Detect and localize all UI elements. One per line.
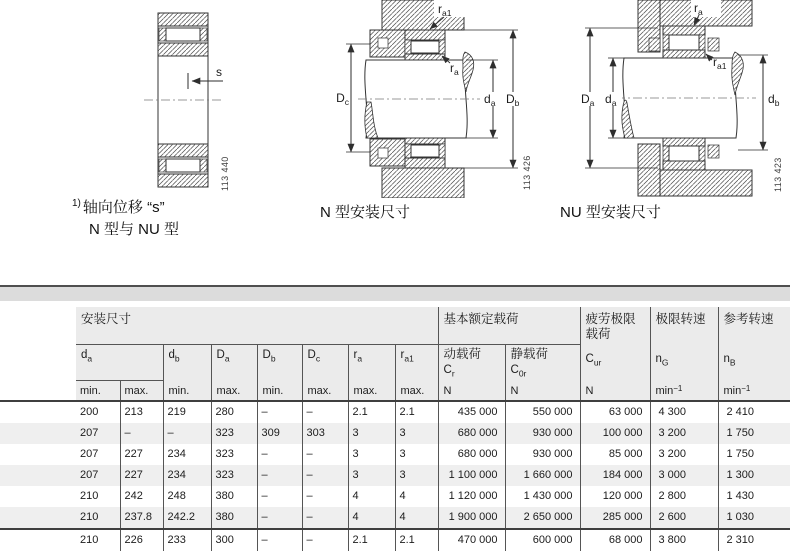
cell: – bbox=[302, 529, 348, 551]
cell: 2.1 bbox=[348, 401, 395, 423]
cell: – bbox=[120, 423, 163, 444]
cell: 1 660 000 bbox=[505, 465, 580, 486]
n-type-caption: N 型安装尺寸 bbox=[320, 204, 411, 221]
cell: 234 bbox=[163, 465, 211, 486]
cell: 68 000 bbox=[580, 529, 650, 551]
col-Db: $D_b$ min. bbox=[257, 344, 302, 401]
table-row bbox=[0, 423, 790, 444]
cell: 200 bbox=[76, 401, 120, 423]
cell: 2 650 000 bbox=[505, 507, 580, 529]
cell: 3 bbox=[395, 444, 438, 465]
header-gutter bbox=[0, 307, 76, 401]
cell: 85 000 bbox=[580, 444, 650, 465]
cell: 3 bbox=[348, 444, 395, 465]
col-da-min: min. bbox=[76, 380, 120, 401]
table-row bbox=[0, 529, 790, 551]
cell: 237.8 bbox=[120, 507, 163, 529]
cell: 930 000 bbox=[505, 444, 580, 465]
cell: 210 bbox=[76, 507, 120, 529]
col-da: $d_a$ bbox=[76, 344, 163, 380]
cell: 323 bbox=[211, 423, 257, 444]
cell: 323 bbox=[211, 444, 257, 465]
bearing-spec-table bbox=[0, 307, 790, 551]
axial-caption-line2: N 型与 NU 型 bbox=[89, 221, 180, 238]
cell: 285 000 bbox=[580, 507, 650, 529]
table-row bbox=[0, 486, 790, 507]
cell: 3 200 bbox=[650, 423, 718, 444]
dim-label-db: $d_b$ bbox=[768, 92, 780, 108]
cell: 1 900 000 bbox=[438, 507, 505, 529]
cell: 303 bbox=[302, 423, 348, 444]
cell: 380 bbox=[211, 507, 257, 529]
cell: 3 800 bbox=[650, 529, 718, 551]
cell: – bbox=[302, 401, 348, 423]
dim-label-Dc: $D_c$ bbox=[336, 91, 349, 107]
cell: 1 750 bbox=[718, 444, 790, 465]
cell: 380 bbox=[211, 486, 257, 507]
cell: 1 430 bbox=[718, 486, 790, 507]
s-dim-label: s bbox=[216, 65, 222, 79]
cell: 4 bbox=[395, 486, 438, 507]
cell: 3 bbox=[395, 465, 438, 486]
cell: 227 bbox=[120, 444, 163, 465]
cell: 2.1 bbox=[395, 401, 438, 423]
group-limiting-speed: 极限转速 $n_G$ $\min^{-1}$ bbox=[650, 307, 718, 401]
row-gutter bbox=[0, 486, 76, 507]
cell: 1 030 bbox=[718, 507, 790, 529]
cell: 2.1 bbox=[348, 529, 395, 551]
cell: 3 bbox=[348, 465, 395, 486]
cell: 2 410 bbox=[718, 401, 790, 423]
col-Da: $D_a$ max. bbox=[211, 344, 257, 401]
cell: – bbox=[257, 529, 302, 551]
dim-label-ra: $r_a$ bbox=[694, 1, 703, 17]
fig-number-113440: 113 440 bbox=[220, 156, 230, 191]
cell: 219 bbox=[163, 401, 211, 423]
cell: 227 bbox=[120, 465, 163, 486]
cell: 207 bbox=[76, 465, 120, 486]
cell: – bbox=[257, 465, 302, 486]
cell: – bbox=[163, 423, 211, 444]
table-body bbox=[0, 401, 790, 551]
cell: 280 bbox=[211, 401, 257, 423]
group-mounting-dimensions: 安装尺寸 bbox=[76, 307, 438, 344]
cell: 210 bbox=[80, 490, 99, 502]
dim-label-Da: $D_a$ bbox=[581, 92, 595, 108]
cell: 2 800 bbox=[650, 486, 718, 507]
n-type-mounting-drawing bbox=[320, 0, 548, 198]
cell: 234 bbox=[163, 444, 211, 465]
group-fatigue-limit-load: 疲劳极限 载荷 $C_{ur}$ N bbox=[580, 307, 650, 401]
dim-label-ra1: $r_{a1}$ bbox=[438, 2, 452, 18]
cell: 242.2 bbox=[163, 507, 211, 529]
cell: 3 200 bbox=[650, 444, 718, 465]
col-static-load-C0r: 静载荷 $C_{0r}$ N bbox=[505, 344, 580, 401]
cell: 1 750 bbox=[718, 423, 790, 444]
footnote-marker: 1) bbox=[72, 198, 81, 209]
dim-label-da: $d_a$ bbox=[484, 92, 496, 108]
axial-displacement-drawing bbox=[60, 5, 310, 195]
table-row bbox=[0, 465, 790, 486]
cell: 323 bbox=[211, 465, 257, 486]
cell: – bbox=[257, 401, 302, 423]
cell: 242 bbox=[120, 486, 163, 507]
cell: 184 000 bbox=[580, 465, 650, 486]
cell: 550 000 bbox=[505, 401, 580, 423]
cell: 1 300 bbox=[718, 465, 790, 486]
nu-type-mounting-drawing bbox=[558, 0, 790, 200]
cell: 63 000 bbox=[580, 401, 650, 423]
cell: 470 000 bbox=[438, 529, 505, 551]
cell: 3 bbox=[348, 423, 395, 444]
cell: 930 000 bbox=[505, 423, 580, 444]
cell: 2 310 bbox=[718, 529, 790, 551]
fig-number-113423: 113 423 bbox=[773, 157, 783, 192]
cell: 1 430 000 bbox=[505, 486, 580, 507]
cell: – bbox=[302, 444, 348, 465]
group-basic-load-ratings: 基本额定载荷 bbox=[438, 307, 580, 344]
cell: 213 bbox=[120, 401, 163, 423]
cell: 300 bbox=[211, 529, 257, 551]
row-gutter bbox=[0, 529, 76, 551]
cell: – bbox=[302, 507, 348, 529]
cell: 2.1 bbox=[395, 529, 438, 551]
cell: – bbox=[257, 444, 302, 465]
axial-caption bbox=[72, 193, 179, 241]
cell: 435 000 bbox=[438, 401, 505, 423]
cell: 207 bbox=[80, 448, 99, 460]
col-Dc: $D_c$ max. bbox=[302, 344, 348, 401]
cell: 207 bbox=[76, 423, 120, 444]
cell: 226 bbox=[120, 529, 163, 551]
nu-type-caption: NU 型安装尺寸 bbox=[560, 204, 661, 221]
gray-band bbox=[0, 287, 790, 301]
cell: 1 100 000 bbox=[438, 465, 505, 486]
cell: 680 000 bbox=[438, 423, 505, 444]
cell: – bbox=[302, 465, 348, 486]
fig-number-113426: 113 426 bbox=[522, 155, 532, 190]
cell: 4 300 bbox=[650, 401, 718, 423]
cell: 2 600 bbox=[650, 507, 718, 529]
cell: 120 000 bbox=[580, 486, 650, 507]
cell: 100 000 bbox=[580, 423, 650, 444]
cell: 4 bbox=[395, 507, 438, 529]
col-ra: $r_a$ max. bbox=[348, 344, 395, 401]
dim-label-ra: $r_a$ bbox=[450, 61, 459, 77]
row-gutter bbox=[0, 423, 76, 444]
cell: 680 000 bbox=[438, 444, 505, 465]
dim-label-ra1: $r_{a1}$ bbox=[713, 55, 727, 71]
col-db: $d_b$ min. bbox=[163, 344, 211, 401]
dim-label-Db: $D_b$ bbox=[506, 92, 520, 108]
dim-label-da: $d_a$ bbox=[605, 92, 617, 108]
cell: 600 000 bbox=[505, 529, 580, 551]
cell: – bbox=[302, 486, 348, 507]
cell: 210 bbox=[76, 529, 120, 551]
row-gutter bbox=[0, 444, 76, 465]
cell: 233 bbox=[163, 529, 211, 551]
cell: 3 000 bbox=[650, 465, 718, 486]
table-row bbox=[0, 507, 790, 529]
cell: 309 bbox=[257, 423, 302, 444]
cell: 1 120 000 bbox=[438, 486, 505, 507]
col-dynamic-load-Cr: 动载荷 $C_r$ N bbox=[438, 344, 505, 401]
cell: 3 bbox=[395, 423, 438, 444]
col-ra1: $r_{a1}$ max. bbox=[395, 344, 438, 401]
row-gutter bbox=[0, 401, 76, 423]
cell: 4 bbox=[348, 486, 395, 507]
axial-caption-line1: 轴向位移 “s” bbox=[82, 199, 165, 216]
cell: 248 bbox=[163, 486, 211, 507]
group-reference-speed: 参考转速 $n_B$ $\min^{-1}$ bbox=[718, 307, 790, 401]
cell: – bbox=[257, 486, 302, 507]
cell: 4 bbox=[348, 507, 395, 529]
row-gutter bbox=[0, 507, 76, 529]
table-row bbox=[0, 401, 790, 423]
table-row bbox=[0, 444, 790, 465]
row-gutter bbox=[0, 465, 76, 486]
col-da-max: max. bbox=[120, 380, 163, 401]
cell: – bbox=[257, 507, 302, 529]
